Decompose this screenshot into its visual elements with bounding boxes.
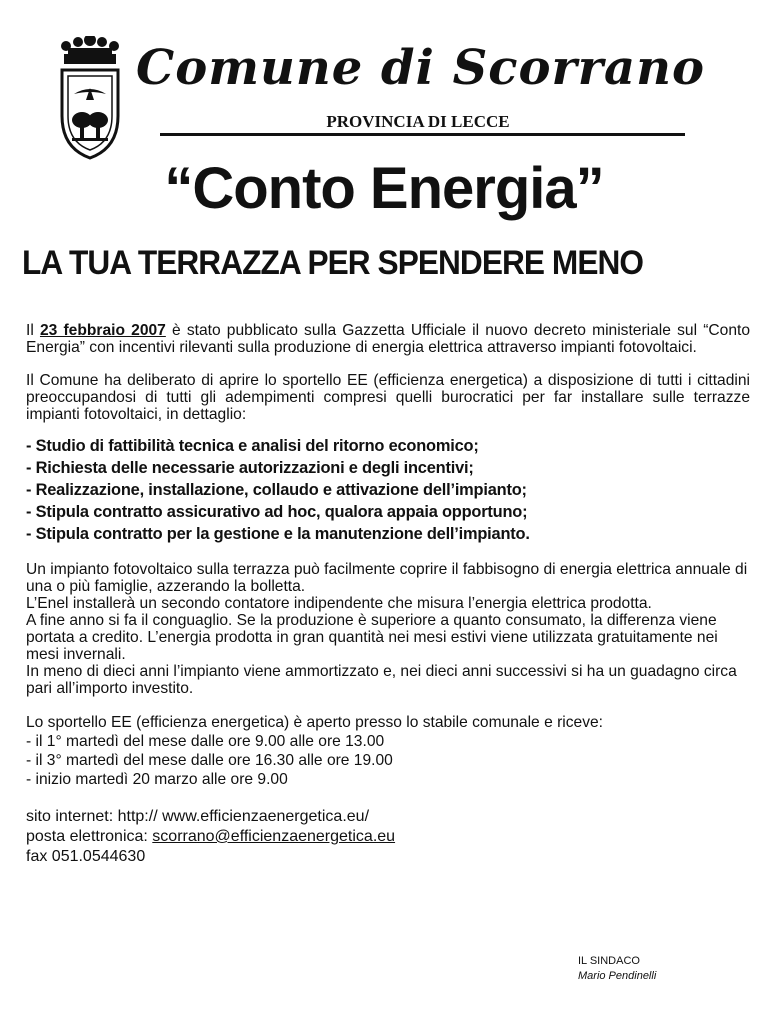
- benefits-section: [26, 561, 750, 697]
- email-label: posta elettronica:: [26, 828, 153, 845]
- benefit-paragraph: Un impianto fotovoltaico sulla terrazza può facilmente coprire il fabbisogno di energia elettrica annuale di una o più famiglie, azzerando la bolletta.: [26, 561, 748, 595]
- list-item: - Stipula contratto assicurativo ad hoc, qualora appaia opportuno;: [26, 503, 528, 521]
- comune-heading: Comune di Scorrano: [136, 40, 706, 96]
- service-list: [26, 435, 750, 545]
- hours-line: - il 1° martedì del mese dalle ore 9.00 alle ore 13.00: [26, 733, 385, 750]
- hours-line: - inizio martedì 20 marzo alle ore 9.00: [26, 771, 288, 788]
- website-link[interactable]: http:// www.efficienzaenergetica.eu/: [117, 808, 370, 825]
- signature-role: IL SINDACO: [578, 955, 640, 967]
- signature-name: Mario Pendinelli: [578, 970, 657, 982]
- opening-hours: [26, 713, 750, 789]
- benefit-paragraph: L’Enel installerà un secondo contatore indipendente che misura l’energia elettrica prodotta.: [26, 595, 652, 612]
- list-item: - Stipula contratto per la gestione e la manutenzione dell’impianto.: [26, 525, 530, 543]
- list-item: - Richiesta delle necessarie autorizzazioni e degli incentivi;: [26, 459, 474, 477]
- header-divider: [160, 133, 685, 136]
- benefit-paragraph: In meno di dieci anni l’impianto viene ammortizzato e, nei dieci anni successivi si ha un guadagno circa pari all’importo investito.: [26, 663, 737, 697]
- hours-intro: Lo sportello EE (efficienza energetica) è aperto presso lo stabile comunale e riceve:: [26, 714, 603, 731]
- intro-prefix: Il: [26, 322, 40, 339]
- service-paragraph: Il Comune ha deliberato di aprire lo sportello EE (efficienza energetica) a disposizione di tutti i cittadini preoccupandosi di tutti gli adempimenti compresi quelli burocratici per far installare sulle terrazze impianti fotovoltaici, in dettaglio:: [26, 372, 750, 423]
- page-subtitle: LA TUA TERRAZZA PER SPENDERE MENO: [22, 244, 644, 282]
- intro-paragraph: [26, 322, 750, 356]
- document-body: [26, 322, 750, 867]
- municipal-crest: [54, 36, 126, 160]
- list-item: - Studio di fattibilità tecnica e analisi del ritorno economico;: [26, 437, 479, 455]
- hours-line: - il 3° martedì del mese dalle ore 16.30 alle ore 19.00: [26, 752, 393, 769]
- intro-text: è stato pubblicato sulla Gazzetta Ufficiale il nuovo decreto ministeriale sul “Conto Energia” con incentivi rilevanti sulla produzione di energia elettrica attraverso impianti fotovoltaici.: [26, 322, 750, 356]
- benefit-paragraph: A fine anno si fa il conguaglio. Se la produzione è superiore a quanto consumato, la differenza viene portata a credito. L’energia prodotta in gran quantità nei mesi estivi viene utilizzata gratuitamente nei mesi invernali.: [26, 612, 718, 663]
- website-line: [26, 807, 750, 827]
- provincia-heading: PROVINCIA DI LECCE: [326, 112, 510, 131]
- email-link[interactable]: scorrano@efficienzaenergetica.eu: [152, 828, 396, 845]
- email-line: [26, 827, 750, 847]
- decree-date: 23 febbraio 2007: [39, 322, 166, 339]
- contact-info: [26, 807, 750, 867]
- page-title: “Conto Energia”: [164, 156, 604, 221]
- list-item: - Realizzazione, installazione, collaudo e attivazione dell’impianto;: [26, 481, 527, 499]
- signature-block: [578, 954, 656, 984]
- website-label: sito internet:: [26, 808, 118, 825]
- fax-line: fax 051.0544630: [26, 848, 146, 865]
